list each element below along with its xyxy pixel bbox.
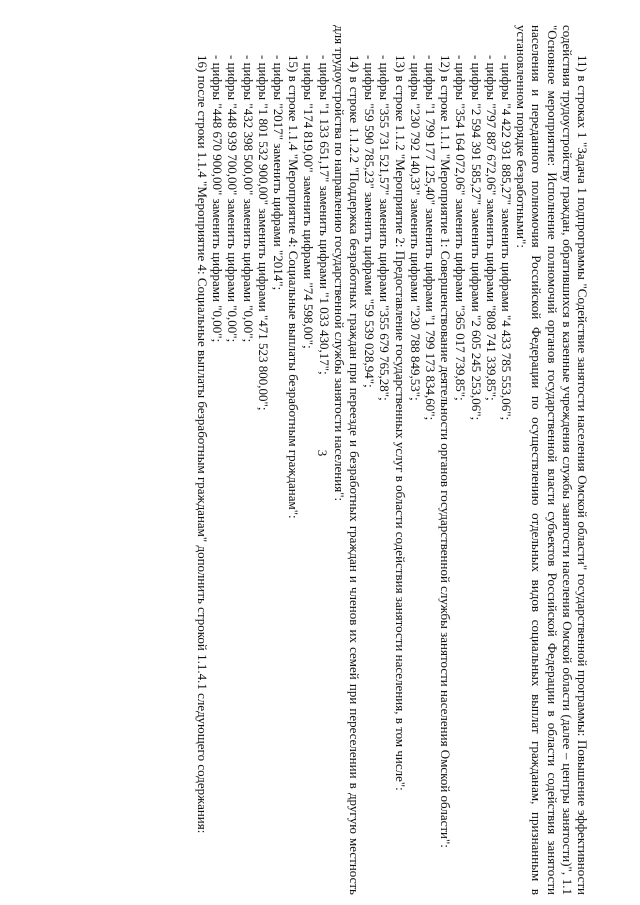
replacement-item: - цифры "174 819,00" заменить цифрами "74 598,00"; — [301, 55, 317, 349]
replacement-item: - цифры "59 590 785,23" заменить цифрами "59 539 028,94"; — [362, 55, 378, 388]
replacement-item: - цифры "1 801 532 900,00" заменить цифрами "471 523 800,00"; — [255, 55, 271, 411]
amendment-paragraph: 11) в строках 1 "Задача 1 подпрограммы "Содействие занятости населения Омской области" государственной программы: Повышение эффективности содействия трудоустройству граждан, обратившихся в казенные учреждения службы занятости населения Омской области (далее – центры занятости)", 1.1 "Основное мероприятие: Исполнение полномочий органов государственной власти субъектов Российской Федерации в области содействия занятости населения и переданного полномочия Российской Федерации по осуществлению отдельных видов социальных выплат гражданам, признанным в установленном порядке безработными": — [514, 25, 590, 895]
amendment-paragraph: 14) в строке 1.1.2.2 "Поддержка безработных граждан при переезде и безработных граждан и членов их семей при переселении в другую местность для трудоустройства по направлению государственной службы занятости населения": — [331, 25, 362, 895]
document-body — [30, 25, 590, 895]
amendment-paragraph: 12) в строке 1.1.1 "Мероприятие 1: Совершенствование деятельности органов государственной службы занятости населения Омской области": — [438, 55, 454, 848]
rotated-page — [30, 25, 590, 895]
replacement-item: - цифры "4 422 931 885,27" заменить цифрами "4 433 785 553,06"; — [498, 55, 514, 421]
replacement-item: - цифры "797 887 672,06" заменить цифрами "808 741 339,85"; — [483, 55, 499, 401]
amendment-paragraph: 13) в строке 1.1.2 "Мероприятие 2: Предоставление государственных услуг в области содействия занятости населения, в том числе": — [392, 55, 408, 791]
replacement-item: - цифры "448 939 700,00" заменить цифрами "0,00"; — [225, 55, 241, 343]
replacement-item: - цифры "354 164 072,06" заменить цифрами "365 017 739,85"; — [453, 55, 469, 401]
replacement-item: - цифры "230 792 140,33" заменить цифрами "230 788 849,53"; — [407, 55, 423, 401]
replacement-item: - цифры "448 670 900,00" заменить цифрами "0,00"; — [210, 55, 226, 343]
replacement-item: - цифры "2 594 391 585,27" заменить цифрами "2 605 245 253,06"; — [468, 55, 484, 421]
amendment-paragraph: 16) после строки 1.1.4 "Мероприятие 4: Социальные выплаты безработным гражданам" дополнить строкой 1.1.4.1 следующего содержания: — [194, 55, 210, 834]
replacement-item: - цифры "2017" заменить цифрами "2014"; — [270, 55, 286, 291]
replacement-item: - цифры "432 398 500,00" заменить цифрами "0,00"; — [240, 55, 256, 343]
replacement-item: - цифры "1 799 177 125,40" заменить цифрами "1 799 173 834,60"; — [422, 55, 438, 421]
replacement-item: - цифры "355 731 521,57" заменить цифрами "355 679 765,28"; — [377, 55, 393, 401]
page-number-text: 3 — [315, 449, 330, 457]
replacement-item: - цифры "1 133 651,17" заменить цифрами "1 033 430,17"; — [316, 55, 332, 375]
amendment-paragraph: 15) в строке 1.1.4 "Мероприятие 4: Социальные выплаты безработным гражданам": — [286, 55, 302, 519]
